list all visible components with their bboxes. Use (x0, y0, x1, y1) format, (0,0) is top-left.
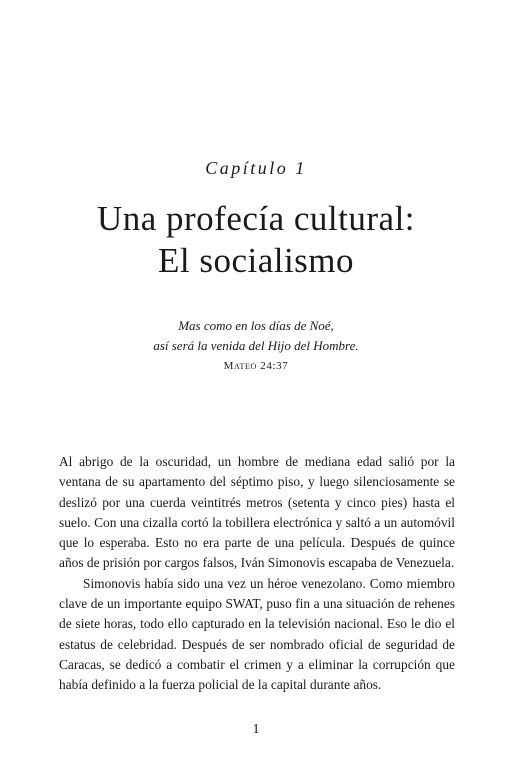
epigraph-reference: Mateo 24:37 (223, 360, 289, 372)
chapter-title (0, 198, 512, 282)
epigraph (0, 316, 512, 376)
chapter-title-line-2: El socialismo (157, 241, 355, 280)
paragraph-2: Simonovis había sido una vez un héroe venezolano. Como miembro clave de un importante equipo SWAT, puso fin a una situación de rehenes de siete horas, todo ello capturado en la televisión nacional. Eso le dio el estatus de celebridad. Después de ser nombrado oficial de seguridad de Caracas, se dedicó a combatir el crimen y a eliminar la corrupción que había definido a la fuerza policial de la capital durante años. (59, 575, 455, 693)
paragraph-1: Al abrigo de la oscuridad, un hombre de mediana edad salió por la ventana de su apartamento del séptimo piso, y luego silenciosamente se deslizó por una cuerda veintitrés metros (setenta y cinco pies) hasta el suelo. Con una cizalla cortó la tobillera electrónica y saltó a un automóvil que lo esperaba. Esto no era parte de una película. Después de quince años de prisión por cargos falsos, Iván Simonovis escapaba de Venezuela. (59, 454, 455, 571)
body-text (59, 452, 455, 696)
chapter-title-line-1: Una profecía cultural: (96, 199, 416, 238)
page-number: 1 (252, 722, 260, 737)
epigraph-line-1: Mas como en los días de Noé, (178, 318, 334, 333)
chapter-label: Capítulo 1 (205, 158, 307, 178)
epigraph-line-2: así será la venida del Hijo del Hombre. (153, 338, 359, 353)
